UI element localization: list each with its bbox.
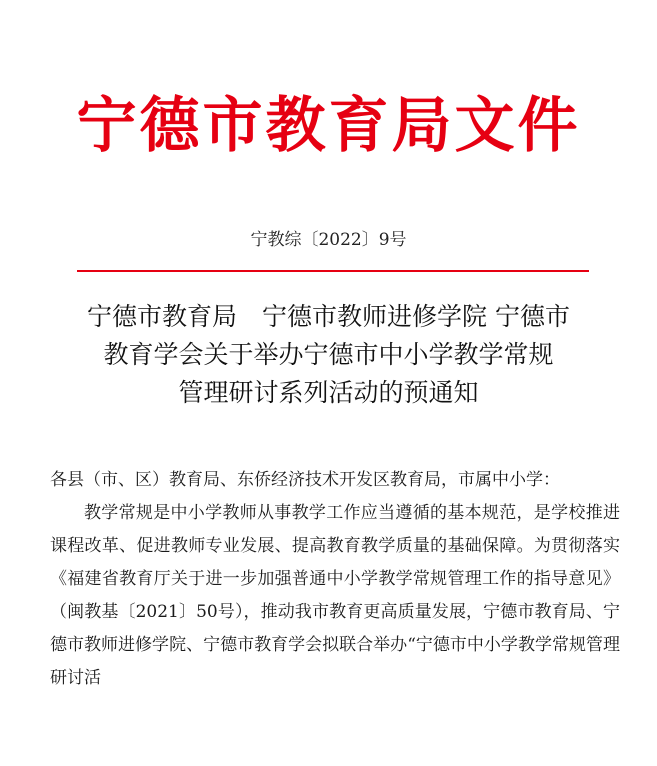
paragraph-1: 教学常规是中小学教师从事教学工作应当遵循的基本规范，是学校推进课程改革、促进教师专业发展、提高教育教学质量的基础保障。为贯彻落实《福建省教育厅关于进一步加强普通中小学教学常规管理工作的指导意见》（闽教基〔2021〕50号），推动我市教育更高质量发展，宁德市教育局、宁德市教师进修学院、宁德市教育学会拟联合举办“宁德市中小学教学常规管理研讨活: [50, 503, 620, 688]
notice-title: [40, 298, 617, 412]
notice-body: [50, 464, 620, 695]
document-number: 宁教综〔2022〕9号: [250, 230, 407, 250]
masthead-title: 宁德市教育局文件: [76, 91, 581, 161]
title-line-3: 管理研讨系列活动的预通知: [178, 378, 479, 407]
salutation: 各县（市、区）教育局、东侨经济技术开发区教育局，市属中小学：: [50, 470, 560, 490]
red-divider: [77, 270, 589, 272]
title-line-2: 教育学会关于举办宁德市中小学教学常规: [103, 340, 554, 369]
title-line-1: 宁德市教育局 宁德市教师进修学院 宁德市: [87, 302, 570, 331]
